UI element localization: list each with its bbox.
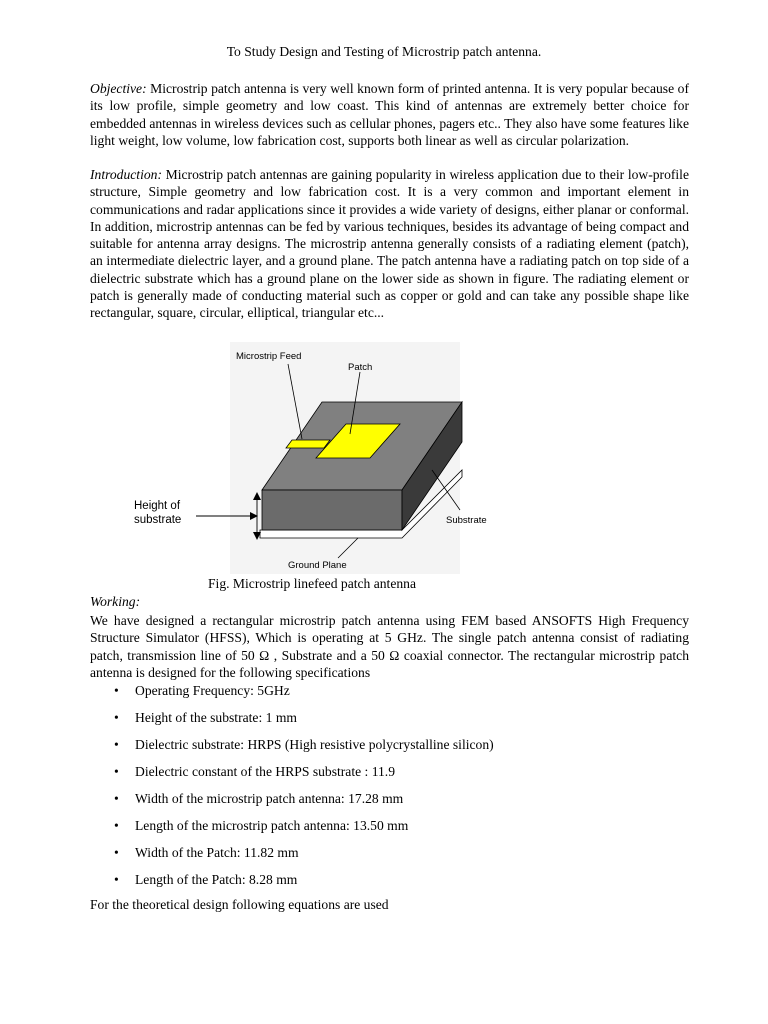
list-item	[90, 790, 494, 817]
bullet: •	[114, 818, 119, 833]
working-paragraph: We have designed a rectangular microstrip patch antenna using FEM based ANSOFTS High Frequency Structure Simulator (HFSS), Which is operating at 5 GHz. The single patch antenna consist of radiating patch, transmission line of 50 Ω , Substrate and a 50 Ω coaxial connector. The rectangular microstrip patch antenna is designed for the following specifications	[90, 613, 689, 680]
list-item	[90, 736, 494, 763]
working-heading: Working:	[90, 594, 141, 609]
feed-line	[286, 440, 330, 448]
spec-text: Length of the Patch: 8.28 mm	[135, 872, 298, 887]
introduction-paragraph	[90, 166, 689, 322]
height-label-line-2: substrate	[134, 514, 182, 526]
ground-plane-label: Ground Plane	[288, 560, 347, 571]
bullet: •	[114, 737, 119, 752]
objective-text: Microstrip patch antenna is very well known form of printed antenna. It is very popular because of its low profile, simple geometry and low coast. This kind of antennas are extremely better choice for embedded antennas in wireless devices such as cellular phones, pagers etc.. They also have some features like light weight, low volume, low fabrication cost, supports both linear as well as circular polarization.	[90, 81, 689, 148]
spec-text: Length of the microstrip patch antenna: 13.50 mm	[135, 818, 409, 833]
spec-text: Operating Frequency: 5GHz	[135, 683, 290, 698]
spec-text: Dielectric constant of the HRPS substrate : 11.9	[135, 764, 395, 779]
spec-text: Dielectric substrate: HRPS (High resistive polycrystalline silicon)	[135, 737, 494, 752]
list-item	[90, 844, 494, 871]
page-title: To Study Design and Testing of Microstrip patch antenna.	[226, 44, 542, 59]
height-label-line-1: Height of	[134, 500, 181, 512]
spec-text: Height of the substrate: 1 mm	[135, 710, 297, 725]
objective-paragraph	[90, 80, 689, 149]
closing-sentence: For the theoretical design following equations are used	[90, 897, 389, 912]
substrate-front	[262, 490, 402, 530]
bullet: •	[114, 872, 119, 887]
bullet: •	[114, 791, 119, 806]
antenna-figure	[120, 342, 500, 574]
bullet: •	[114, 764, 119, 779]
bullet: •	[114, 710, 119, 725]
spec-text: Width of the microstrip patch antenna: 17.28 mm	[135, 791, 404, 806]
patch-label: Patch	[348, 362, 373, 373]
list-item	[90, 817, 494, 844]
feed-label: Microstrip Feed	[236, 351, 302, 362]
introduction-label: Introduction:	[90, 167, 162, 182]
substrate-label: Substrate	[446, 515, 487, 526]
objective-label: Objective:	[90, 81, 147, 96]
introduction-text: Microstrip patch antennas are gaining popularity in wireless application due to their low-profile structure, Simple geometry and low fabrication cost. It is a very common and important element in communications and radar applications since it provides a wide variety of designs, either planar or conformal. In addition, microstrip antennas can be fed by various techniques, besides its advantage of being compact and suitable for antenna array designs. The microstrip antenna generally consists of a radiating element (patch), an intermediate dielectric layer, and a ground plane. The patch antenna have a radiating patch on top side of a dielectric substrate which has a ground plane on the lower side as shown in figure. The radiating element or patch is generally made of conducting material such as copper or gold and can take any possible shape like rectangular, square, circular, elliptical, triangular etc...	[90, 167, 689, 321]
specification-list	[90, 682, 494, 898]
bullet: •	[114, 845, 119, 860]
spec-text: Width of the Patch: 11.82 mm	[135, 845, 299, 860]
list-item	[90, 682, 494, 709]
list-item	[90, 763, 494, 790]
list-item	[90, 871, 494, 898]
bullet: •	[114, 683, 119, 698]
figure-caption: Fig. Microstrip linefeed patch antenna	[208, 576, 416, 591]
list-item	[90, 709, 494, 736]
